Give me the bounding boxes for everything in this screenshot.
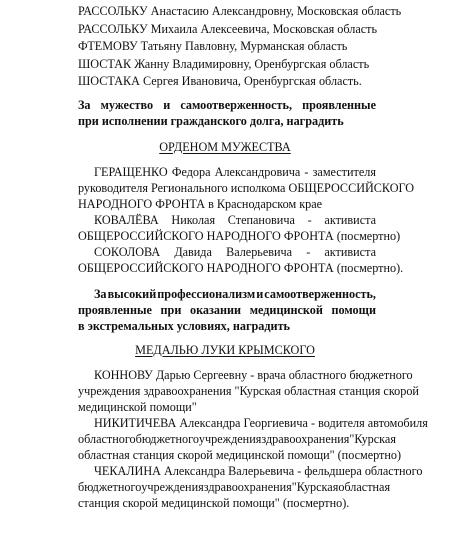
awardee-list — [78, 3, 408, 91]
award-entry: КОННОВУ Дарью Сергеевну - врача областного бюджетного учреждения здравоохранения "Курская областная станция скорой медицинской помощи" — [78, 368, 419, 414]
section1-intro-line1: За мужество и самоотверженность, проявленные — [78, 98, 376, 112]
section2-intro — [78, 286, 376, 334]
section2-intro-line1: За высокий профессионализм и самоотверженность, — [94, 287, 376, 301]
section1-intro — [78, 97, 376, 129]
list-item: ФТЕМОВУ Татьяну Павловну, Мурманская область — [78, 39, 348, 53]
section1-intro-line2: при исполнении гражданского долга, наградить — [78, 114, 344, 128]
list-item: РАССОЛЬКУ Анастасию Александровну, Московская область — [78, 4, 402, 18]
section2-intro-line2: проявленные при оказании медицинской помощи — [78, 303, 376, 317]
award-entry: КОВАЛЁВА Николая Степановича - активиста ОБЩЕРОССИЙСКОГО НАРОДНОГО ФРОНТА (посмертно) — [78, 213, 401, 243]
section2-intro-line3: в экстремальных условиях, наградить — [78, 319, 291, 333]
award-entry: СОКОЛОВА Давида Валерьевича - активиста ОБЩЕРОССИЙСКОГО НАРОДНОГО ФРОНТА (посмертно). — [78, 245, 404, 275]
list-item: РАССОЛЬКУ Михаила Алексеевича, Московская область — [78, 21, 378, 36]
award-heading-luka-krymsky-medal: МЕДАЛЬЮ ЛУКИ КРЫМСКОГО — [135, 343, 315, 357]
award-entry: НИКИТИЧЕВА Александра Георгиевича - водителя автомобиля областного бюджетного учреждения здравоохранения "Курская областная станция скорой медицинской помощи" (посмертно) — [78, 416, 428, 462]
award-heading-order-of-courage: ОРДЕНОМ МУЖЕСТВА — [159, 140, 291, 154]
list-item: ШОСТАКА Сергея Ивановича, Оренбургская область. — [78, 74, 362, 88]
award-entry: ГЕРАЩЕНКО Федора Александровича - заместителя руководителя Регионального исполкома ОБЩЕРОССИЙСКОГО НАРОДНОГО ФРОНТА в Краснодарском крае — [78, 165, 415, 211]
list-item: ШОСТАК Жанну Владимировну, Оренбургская область — [78, 56, 370, 71]
award-entry: ЧЕКАЛИНА Александра Валерьевича - фельдшера областного бюджетного учреждения здравоохранения "Курская областная станция скорой медицинской помощи" (посмертно). — [78, 464, 423, 510]
